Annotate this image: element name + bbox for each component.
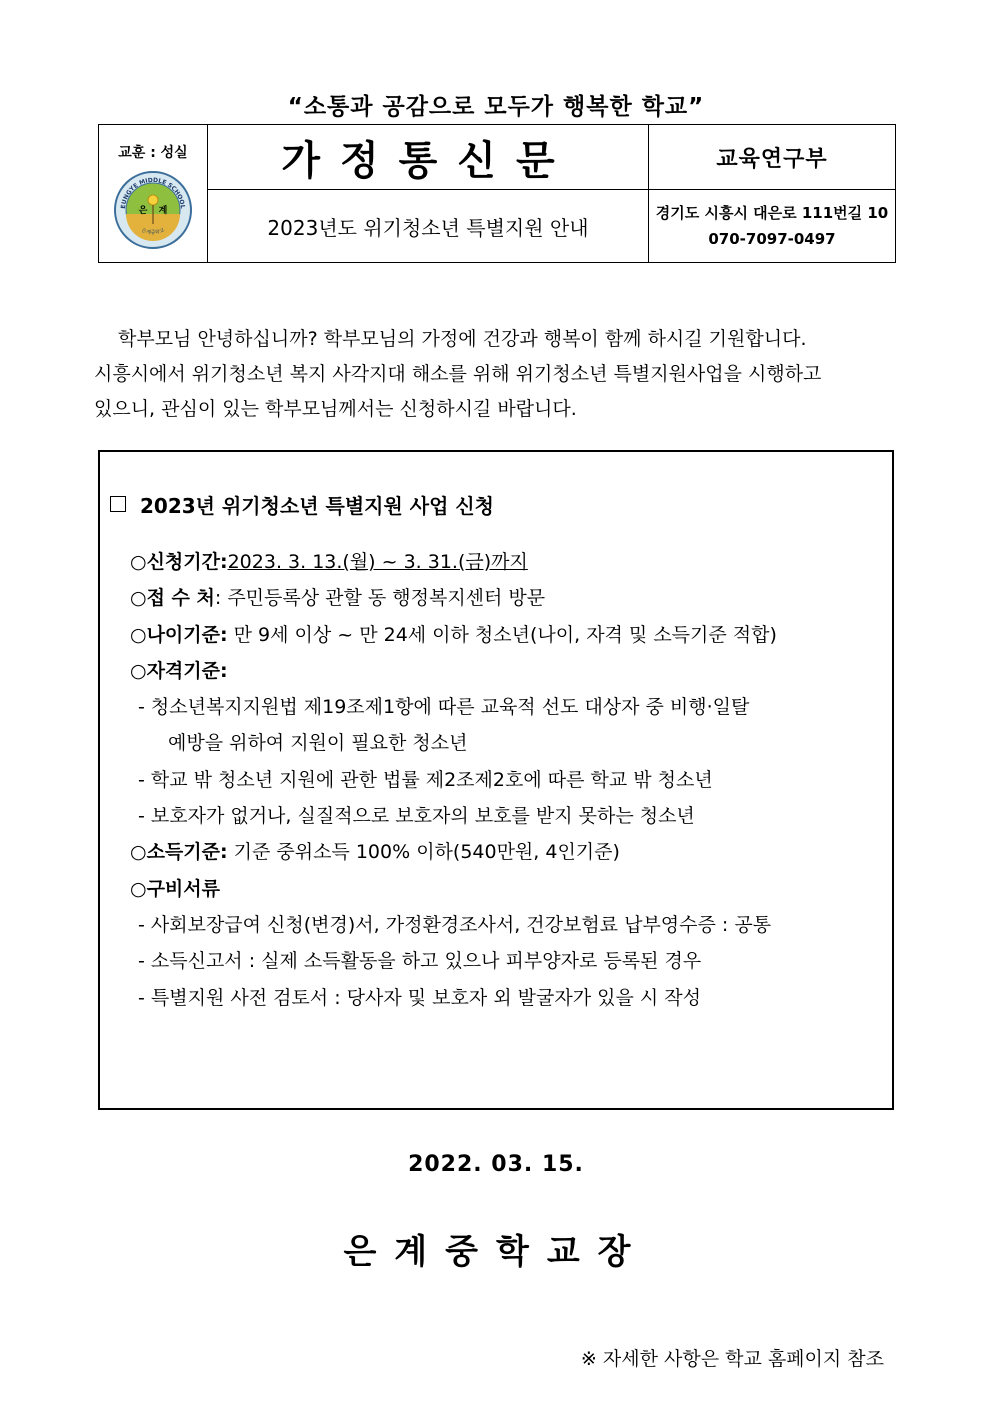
program-details	[130, 544, 777, 1016]
documents-label: ○구비서류	[130, 877, 220, 900]
qualification-label: ○자격기준:	[130, 659, 228, 682]
department-name: 교육연구부	[649, 125, 896, 190]
intro-line: 시흥시에서 위기청소년 복지 사각지대 해소를 위해 위기청소년 특별지원사업을 시행하고	[94, 363, 822, 385]
header-table	[98, 124, 896, 263]
intro-line: 학부모님 안녕하십니까? 학부모님의 가정에 건강과 행복이 함께 하시길 기원합니다.	[118, 328, 807, 350]
age-row	[130, 617, 777, 653]
school-address: 경기도 시흥시 대은로 111번길 10	[655, 204, 889, 222]
newsletter-subtitle: 2023년도 위기청소년 특별지원 안내	[208, 190, 649, 263]
qualification-row	[130, 653, 777, 689]
school-motto-cell	[99, 125, 208, 263]
document-item: - 소득신고서 : 실제 소득활동을 하고 있으나 피부양자로 등록된 경우	[138, 950, 702, 973]
income-label: ○소득기준:	[130, 841, 228, 864]
logo-top-text: EUNGYE MIDDLE SCHOOL	[119, 176, 187, 209]
logo-bottom-text: 은계중학교	[140, 227, 166, 236]
school-phone: 070-7097-0497	[708, 230, 836, 248]
logo-left-char: 은	[138, 205, 148, 216]
period-label: ○신청기간:	[130, 551, 228, 573]
document-item: - 사회보장급여 신청(변경)서, 가정환경조사서, 건강보험료 납부영수증 : 공통	[138, 913, 772, 936]
office-row	[130, 580, 777, 616]
qualification-item-continued: 예방을 위하여 지원이 필요한 청소년	[168, 732, 468, 755]
document-item: - 특별지원 사전 검토서 : 당사자 및 보호자 외 발굴자가 있을 시 작성	[138, 986, 701, 1009]
newsletter-title: 가정통신문	[208, 125, 649, 190]
intro-line: 있으니, 관심이 있는 학부모님께서는 신청하시길 바랍니다.	[94, 398, 577, 420]
checkbox-square-icon	[110, 496, 126, 512]
qualification-item: - 보호자가 없거나, 실질적으로 보호자의 보호를 받지 못하는 청소년	[138, 805, 695, 828]
age-label: ○나이기준:	[130, 623, 228, 646]
logo-right-char: 계	[158, 205, 168, 216]
office-label: ○접 수 처	[130, 587, 215, 610]
school-logo	[113, 170, 193, 250]
income-value: 기준 중위소득 100% 이하(540만원, 4인기준)	[227, 841, 620, 864]
principal-signature: 은계중학교장	[343, 1232, 649, 1272]
qualification-item: - 학교 밖 청소년 지원에 관한 법률 제2조제2호에 따른 학교 밖 청소년	[138, 768, 713, 791]
period-value: 2023. 3. 13.(월) ~ 3. 31.(금)까지	[227, 551, 528, 573]
intro-paragraph	[94, 322, 900, 427]
qualification-item: - 청소년복지지원법 제19조제1항에 따른 교육적 선도 대상자 중 비행·일탈	[138, 696, 750, 719]
program-title	[110, 490, 494, 519]
school-motto: “소통과 공감으로 모두가 행복한 학교”	[287, 94, 705, 120]
reference-note: ※ 자세한 사항은 학교 홈페이지 참조	[580, 1348, 884, 1370]
issue-date: 2022. 03. 15.	[408, 1152, 584, 1177]
period-row	[130, 544, 777, 580]
documents-row	[130, 871, 777, 907]
office-value: : 주민등록상 관할 동 행정복지센터 방문	[214, 587, 546, 610]
age-value: 만 9세 이상 ~ 만 24세 이하 청소년(나이, 자격 및 소득기준 적합)	[227, 623, 777, 646]
school-motto-label: 교훈 : 성실	[118, 144, 188, 161]
income-row	[130, 834, 777, 870]
program-title-text: 2023년 위기청소년 특별지원 사업 신청	[140, 494, 494, 518]
school-contact	[649, 190, 896, 263]
